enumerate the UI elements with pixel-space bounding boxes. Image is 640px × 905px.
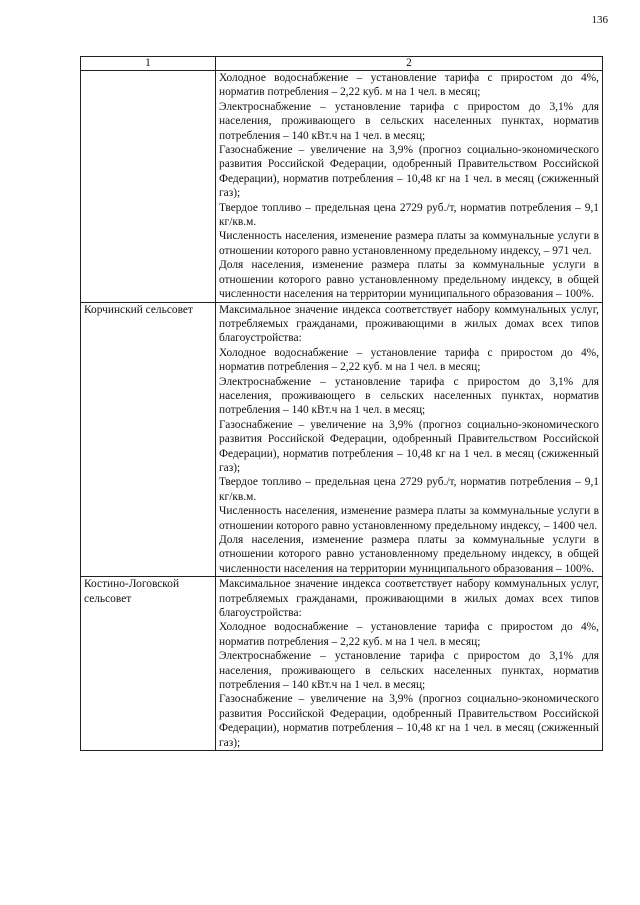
description-paragraph: Холодное водоснабжение – установление тарифа с приростом до 4%, норматив потребления – 2,22 куб. м на 1 чел. в месяц; — [219, 72, 599, 99]
description-paragraph: Доля населения, изменение размера платы за коммунальные услуги в отношении которого равно установленному предельному индексу, в общей численности населения на территории муниципального образования – 100%. — [219, 259, 599, 301]
municipality-name-cell: Корчинский сельсовет — [81, 302, 216, 577]
table-body — [81, 71, 603, 751]
description-paragraph: Холодное водоснабжение – установление тарифа с приростом до 4%, норматив потребления – 2,22 куб. м на 1 чел. в месяц; — [219, 346, 599, 374]
description-cell — [216, 302, 603, 577]
description-paragraph: Электроснабжение – установление тарифа с приростом до 3,1% для населения, проживающего в сельских населенных пунктах, норматив потребления – 140 кВт.ч на 1 чел. в месяц; — [219, 375, 599, 417]
description-paragraph: Газоснабжение – увеличение на 3,9% (прогноз социально-экономического развития Российской Федерации, одобренный Правительством Российской Федерации), норматив потребления – 10,48 кг на 1 чел. в месяц (сжиженный газ); — [219, 144, 599, 200]
description-paragraph: Холодное водоснабжение – установление тарифа с приростом до 4%, норматив потребления – 2,22 куб. м на 1 чел. в месяц; — [219, 621, 599, 648]
description-cell — [216, 71, 603, 303]
description-paragraph: Газоснабжение – увеличение на 3,9% (прогноз социально-экономического развития Российской Федерации, одобренный Правительством Российской Федерации), норматив потребления – 10,48 кг на 1 чел. в месяц (сжиженный газ); — [219, 418, 599, 474]
description-paragraph: Максимальное значение индекса соответствует набору коммунальных услуг, потребляемых гражданами, проживающими в жилых домах всех типов благоустройства: — [219, 303, 599, 345]
municipality-name-cell: Костино-Логовской сельсовет — [81, 577, 216, 751]
column-header-1: 1 — [81, 57, 216, 71]
municipality-name-cell — [81, 71, 216, 303]
description-paragraph: Численность населения, изменение размера платы за коммунальные услуги в отношении которого равно установленному предельному индексу, – 1400 чел. — [219, 505, 599, 532]
description-paragraph: Максимальное значение индекса соответствует набору коммунальных услуг, потребляемых гражданами, проживающими в жилых домах всех типов благоустройства: — [219, 578, 599, 620]
description-paragraph: Твердое топливо – предельная цена 2729 руб./т, норматив потребления – 9,1 кг/кв.м. — [219, 201, 599, 229]
description-paragraph: Газоснабжение – увеличение на 3,9% (прогноз социально-экономического развития Российской Федерации, одобренный Правительством Российской Федерации), норматив потребления – 10,48 кг на 1 чел. в месяц (сжиженный газ); — [219, 693, 599, 749]
description-cell — [216, 577, 603, 751]
table-row — [81, 302, 603, 577]
description-paragraph: Электроснабжение – установление тарифа с приростом до 3,1% для населения, проживающего в сельских населенных пунктах, норматив потребления – 140 кВт.ч на 1 чел. в месяц; — [219, 650, 599, 692]
table-header-row — [81, 57, 603, 71]
description-paragraph: Доля населения, изменение размера платы за коммунальные услуги в отношении которого равно установленному предельному индексу, в общей численности населения на территории муниципального образования – 100%. — [219, 534, 599, 575]
table-row — [81, 577, 603, 751]
document-table — [80, 56, 603, 751]
page-number: 136 — [591, 14, 608, 26]
description-paragraph: Численность населения, изменение размера платы за коммунальные услуги в отношении которого равно установленному предельному индексу, – 971 чел. — [219, 230, 599, 257]
column-header-2: 2 — [216, 57, 603, 71]
table-row — [81, 71, 603, 303]
description-paragraph: Твердое топливо – предельная цена 2729 руб./т, норматив потребления – 9,1 кг/кв.м. — [219, 476, 599, 503]
description-paragraph: Электроснабжение – установление тарифа с приростом до 3,1% для населения, проживающего в сельских населенных пунктах, норматив потребления – 140 кВт.ч на 1 чел. в месяц; — [219, 100, 599, 142]
